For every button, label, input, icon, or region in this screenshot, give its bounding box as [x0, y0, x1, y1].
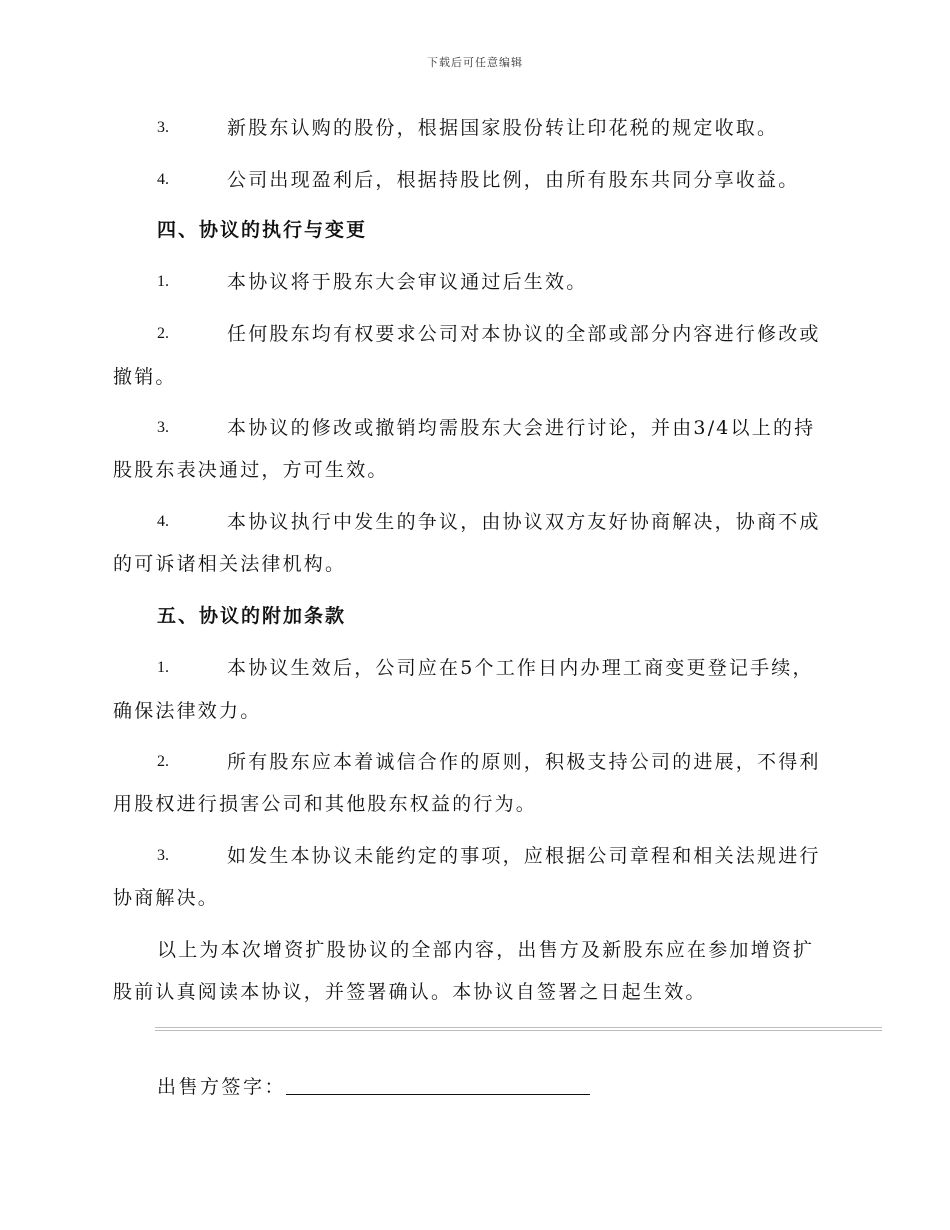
item-text: 公司出现盈利后，根据持股比例，由所有股东共同分享收益。 [227, 169, 800, 191]
section-heading: 五、协议的附加条款 [157, 605, 347, 627]
item-number: 2. [157, 753, 169, 770]
item-number: 2. [157, 325, 169, 342]
item-text-continued: 协商解决。 [113, 887, 220, 909]
item-text: 所有股东应本着诚信合作的原则，积极支持公司的进展，不得利 [227, 751, 821, 773]
item-number: 4. [157, 171, 169, 188]
item-number: 4. [157, 513, 169, 530]
item-text-continued: 的可诉诸相关法律机构。 [113, 553, 347, 575]
signature-line [286, 1094, 590, 1095]
item-text-continued: 股股东表决通过，方可生效。 [113, 459, 389, 481]
item-text: 本协议将于股东大会审议通过后生效。 [227, 271, 588, 293]
item-text: 如发生本协议未能约定的事项，应根据公司章程和相关法规进行 [227, 845, 821, 867]
item-text-continued: 撤销。 [113, 366, 177, 388]
item-text: 本协议执行中发生的争议，由协议双方友好协商解决，协商不成 [227, 511, 821, 533]
page-header: 下载后可任意编辑 [427, 56, 523, 69]
seller-signature-label: 出售方签字： [157, 1076, 287, 1098]
item-text: 本协议的修改或撤销均需股东大会进行讨论，并由3/4以上的持 [227, 417, 816, 439]
item-number: 3. [157, 419, 169, 436]
closing-paragraph-continued: 股前认真阅读本协议，并签署确认。本协议自签署之日起生效。 [113, 981, 707, 1003]
item-number: 3. [157, 119, 169, 136]
item-number: 3. [157, 847, 169, 864]
item-text-continued: 用股权进行损害公司和其他股东权益的行为。 [113, 793, 538, 815]
section-heading: 四、协议的执行与变更 [157, 219, 368, 241]
closing-paragraph: 以上为本次增资扩股协议的全部内容，出售方及新股东应在参加增资扩 [157, 939, 815, 961]
item-text: 新股东认购的股份，根据国家股份转让印花税的规定收取。 [227, 117, 779, 139]
item-number: 1. [157, 659, 169, 676]
item-text-continued: 确保法律效力。 [113, 700, 262, 722]
item-text: 任何股东均有权要求公司对本协议的全部或部分内容进行修改或 [227, 323, 821, 345]
item-text: 本协议生效后，公司应在5个工作日内办理工商变更登记手续， [227, 657, 814, 679]
item-number: 1. [157, 273, 169, 290]
section-divider [155, 1027, 882, 1031]
